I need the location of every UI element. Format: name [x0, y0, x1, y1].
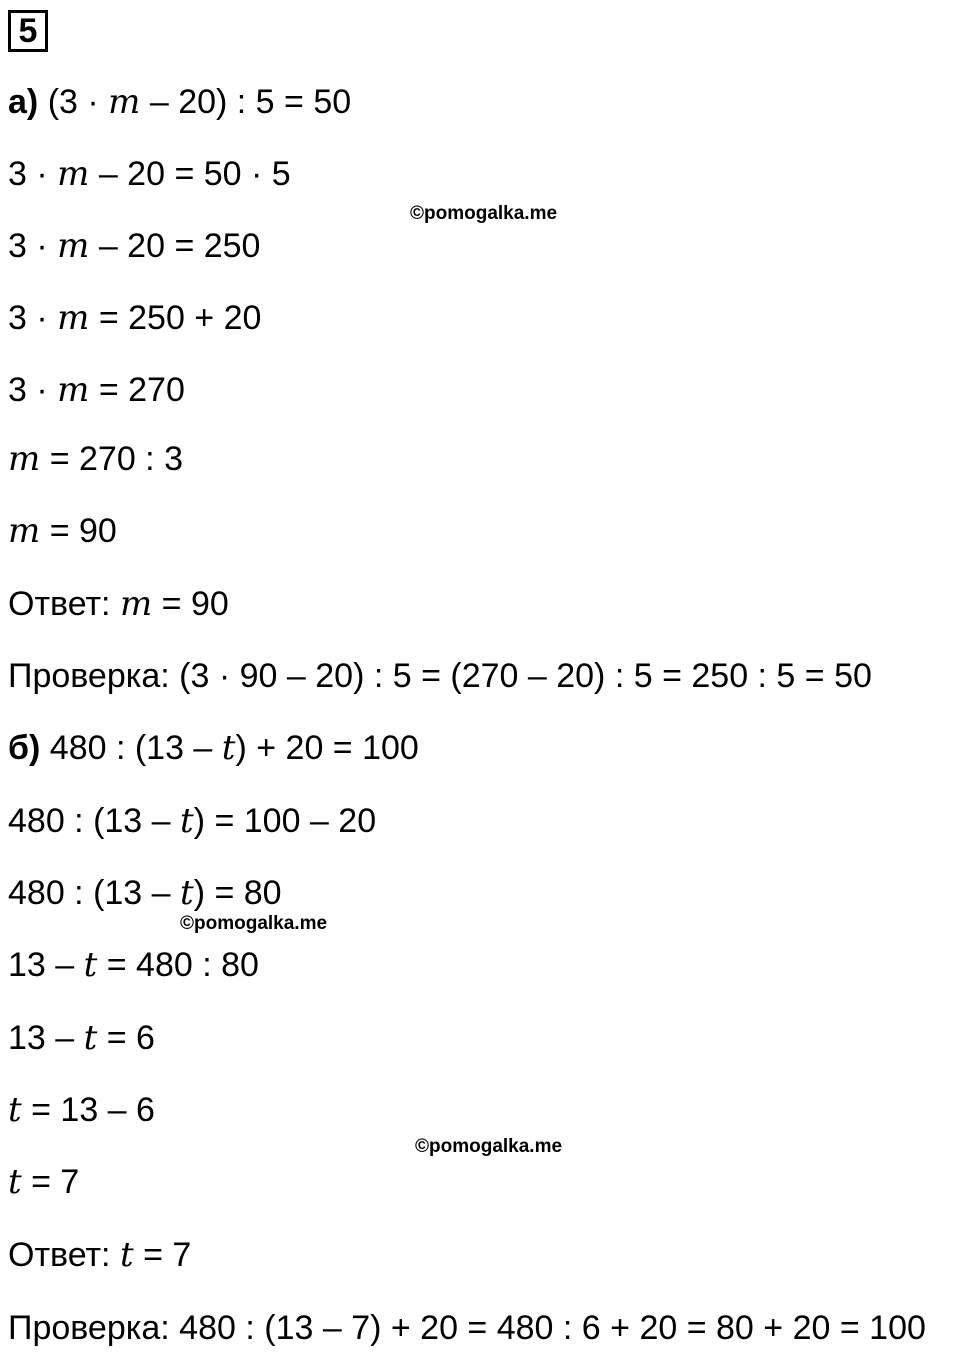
- watermark: ©pomogalka.me: [415, 1136, 563, 1157]
- solution-line: [8, 873, 282, 913]
- text: = 13 – 6: [21, 1091, 155, 1129]
- text: = 480 : 80: [97, 946, 259, 984]
- text: = 7: [133, 1236, 192, 1274]
- solution-line: [8, 298, 261, 338]
- variable: t: [83, 945, 98, 985]
- variable: m: [8, 511, 41, 551]
- variable: t: [8, 1162, 22, 1202]
- text: 3 ·: [8, 155, 58, 193]
- text: – 20 = 250: [89, 227, 261, 265]
- text: 13 –: [8, 946, 84, 984]
- text: Ответ:: [8, 1236, 120, 1274]
- text: – 20) : 5 = 50: [140, 83, 352, 121]
- check-line: Проверка: (3 · 90 – 20) : 5 = (270 – 20) : 5 = 250 : 5 = 50: [8, 657, 872, 695]
- text: = 90: [40, 512, 117, 550]
- answer-line: [8, 1235, 191, 1275]
- variable: m: [57, 370, 90, 410]
- solution-line: [8, 1162, 79, 1202]
- variable: t: [8, 1090, 22, 1130]
- variable: t: [180, 801, 194, 841]
- text: Ответ:: [8, 585, 120, 623]
- text: 3 ·: [8, 299, 58, 337]
- solution-line: [8, 439, 183, 479]
- solution-line: [8, 945, 259, 985]
- part-b-label: б): [8, 729, 41, 767]
- variable: t: [83, 1018, 98, 1058]
- part-a-label: а): [8, 83, 39, 121]
- text: = 6: [97, 1019, 155, 1057]
- text: 480 : (13 –: [49, 729, 222, 767]
- watermark: ©pomogalka.me: [180, 913, 328, 934]
- text: ) + 20 = 100: [235, 729, 419, 767]
- variable: m: [108, 82, 141, 122]
- solution-line: [8, 1090, 155, 1130]
- text: = 250 + 20: [89, 299, 262, 337]
- variable: t: [180, 873, 194, 913]
- text: 13 –: [8, 1019, 84, 1057]
- variable: m: [57, 226, 90, 266]
- solution-line: [8, 801, 376, 841]
- text: 480 : (13 –: [8, 874, 181, 912]
- variable: m: [8, 439, 41, 479]
- text: 480 : (13 –: [8, 802, 181, 840]
- text: – 20 = 50 · 5: [89, 155, 291, 193]
- text: (3 ·: [47, 83, 109, 121]
- text: = 270: [89, 371, 185, 409]
- text: ) = 100 – 20: [193, 802, 377, 840]
- variable: m: [119, 584, 153, 624]
- variable: m: [57, 154, 90, 194]
- text: = 270 : 3: [40, 440, 183, 478]
- solution-line: [8, 154, 291, 194]
- watermark: ©pomogalka.me: [410, 203, 558, 224]
- solution-line: [8, 370, 185, 410]
- answer-line: [8, 584, 229, 624]
- variable: t: [221, 728, 236, 768]
- text: 3 ·: [8, 227, 58, 265]
- text: = 90: [152, 585, 229, 623]
- solution-line: [8, 728, 419, 768]
- solution-line: [8, 511, 117, 551]
- text: ) = 80: [193, 874, 282, 912]
- solution-line: [8, 226, 260, 266]
- variable: m: [57, 298, 90, 338]
- variable: t: [119, 1235, 134, 1275]
- check-line: Проверка: 480 : (13 – 7) + 20 = 480 : 6 + 20 = 80 + 20 = 100: [8, 1309, 926, 1347]
- task-number-box: 5: [8, 10, 48, 52]
- text: = 7: [21, 1163, 80, 1201]
- text: 3 ·: [8, 371, 58, 409]
- solution-line: [8, 82, 351, 122]
- solution-line: [8, 1018, 155, 1058]
